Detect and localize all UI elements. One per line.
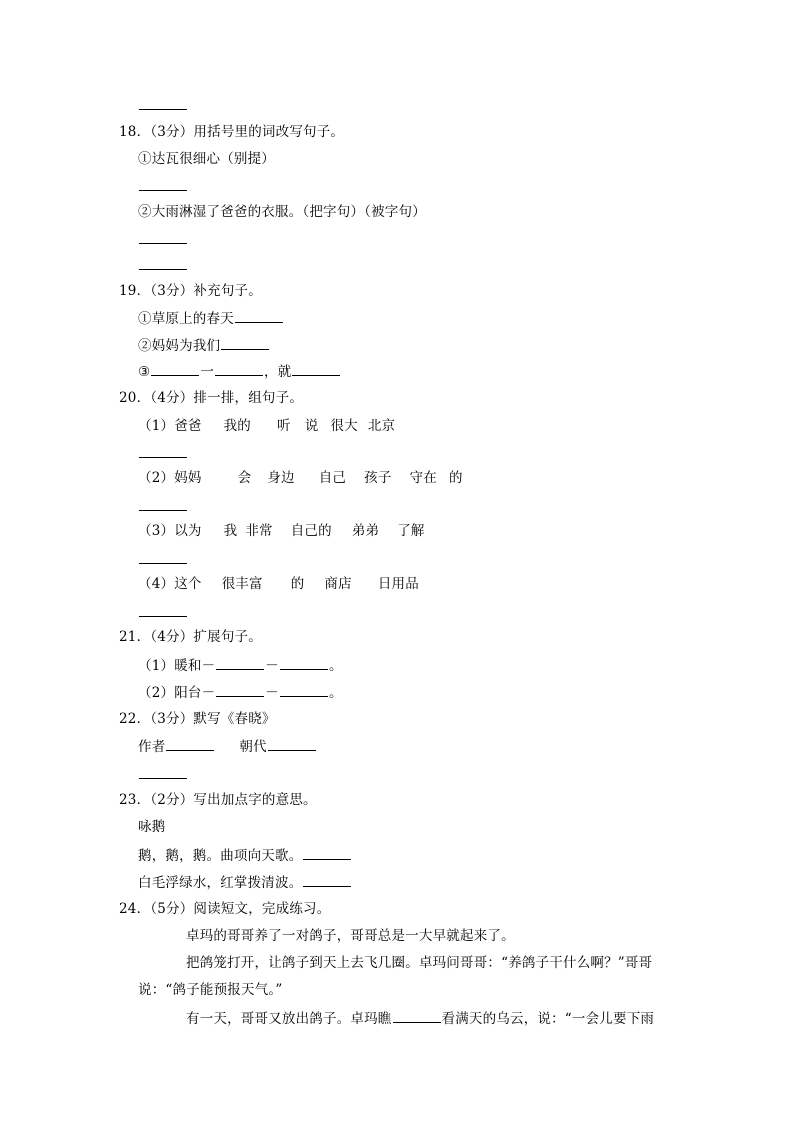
question-23-header: 23．（2分）写出加点字的意思。 [119,792,317,808]
word: 商店 [324,576,352,592]
poem-line-2 [138,873,352,892]
sentence-text: ②妈妈为我们 [138,338,221,354]
period: 。 [329,658,343,674]
question-18-sentence-1: ①达瓦很细心（别提） [138,151,275,167]
passage-text: 看满天的乌云，说：“一会儿要下雨 [441,1011,655,1027]
question-20-item-1 [138,417,395,435]
question-19-sentence-3 [138,362,341,381]
passage-paragraph-3 [186,1009,654,1028]
word: 很大 [330,418,358,434]
word: 孩子 [364,470,392,486]
answer-line[interactable] [138,765,188,784]
word: 我 [223,523,238,539]
answer-blank[interactable] [215,362,263,376]
word: 爸爸 [174,418,202,434]
dynasty-blank[interactable] [268,737,316,751]
answer-blank[interactable] [303,846,351,860]
answer-blank[interactable] [235,309,283,323]
question-22-fields [138,737,317,756]
word: 自己的 [290,523,332,539]
word: 妈妈 [174,470,202,486]
question-18-header: 18．（3分）用括号里的词改写句子。 [119,124,345,140]
author-label: 作者 [138,739,166,755]
word: 说 [304,418,319,434]
passage-paragraph-1: 卓玛的哥哥养了一对鸽子，哥哥总是一大早就起来了。 [186,928,515,944]
answer-blank[interactable] [303,873,351,887]
period: 。 [329,685,343,701]
sentence-text: ，就 [264,364,292,380]
question-21-header: 21．（4分）扩展句子。 [119,629,262,645]
question-19-header: 19．（3分）补充句子。 [119,283,262,299]
passage-text: 有一天，哥哥又放出鸽子。卓玛瞧 [186,1011,392,1027]
word: 的 [290,576,305,592]
question-20-item-4 [138,575,419,593]
word: 日用品 [377,576,419,592]
answer-line[interactable] [138,177,188,196]
answer-line[interactable] [138,230,188,249]
question-21-sentence-2 [138,683,343,702]
question-20-item-3 [138,522,425,540]
answer-line[interactable] [138,603,188,622]
word: 很丰富 [221,576,263,592]
sentence-text: 一 [200,364,215,380]
poem-line-1 [138,846,352,865]
item-label: （3） [138,523,175,539]
passage-paragraph-2: 把鸽笼打开，让鸽子到天上去飞几圈。卓玛问哥哥：“养鸽子干什么啊？”哥哥 [186,955,653,971]
word: 的 [448,470,463,486]
dash: － [265,685,279,701]
answer-blank[interactable] [216,656,264,670]
word: 非常 [245,523,273,539]
word: 这个 [174,576,202,592]
answer-blank[interactable] [280,656,328,670]
word: 自己 [318,470,347,486]
passage-paragraph-2-cont: 说：“鸽子能预报天气。” [138,982,283,998]
poem-text: 白毛浮绿水，红掌拨清波。 [138,875,303,891]
question-19-sentence-2 [138,336,270,355]
answer-blank[interactable] [216,683,264,697]
answer-line[interactable] [138,96,188,115]
answer-line[interactable] [138,256,188,275]
word: 以为 [174,523,202,539]
question-18-sentence-2: ②大雨淋湿了爸爸的衣服。（把字句）（被字句） [138,204,426,220]
poem-title: 咏鹅 [138,819,166,835]
question-20-header: 20．（4分）排一排，组句子。 [119,390,304,406]
answer-blank[interactable] [280,683,328,697]
answer-blank[interactable] [221,336,269,350]
question-19-sentence-1 [138,309,284,328]
word: 听 [277,418,291,434]
answer-line[interactable] [138,550,188,569]
answer-line[interactable] [138,444,188,463]
question-22-header: 22．（3分）默写《春晓》 [119,711,276,727]
word: 身边 [267,470,295,486]
question-21-sentence-1 [138,656,343,675]
word: 了解 [397,523,425,539]
word: 弟弟 [351,523,380,539]
sentence-text: （1）暖和－ [138,658,216,674]
item-label: （2） [138,470,175,486]
question-20-item-2 [138,469,463,487]
word: 守在 [409,470,437,486]
answer-line[interactable] [138,497,188,516]
item-label: （4） [138,576,175,592]
dynasty-label: 朝代 [239,739,267,755]
word: 北京 [367,418,396,434]
author-blank[interactable] [166,737,214,751]
answer-blank[interactable] [151,362,199,376]
answer-blank[interactable] [292,362,340,376]
poem-text: 鹅，鹅，鹅。曲项向天歌。 [138,848,303,864]
dash: － [265,658,279,674]
word: 会 [237,470,252,486]
answer-blank[interactable] [393,1009,441,1023]
sentence-text: ③ [138,364,151,380]
question-24-header: 24．（5分）阅读短文，完成练习。 [119,901,331,917]
item-label: （1） [138,418,175,434]
sentence-text: ①草原上的春天 [138,311,234,327]
sentence-text: （2）阳台－ [138,685,216,701]
word: 我的 [223,418,252,434]
